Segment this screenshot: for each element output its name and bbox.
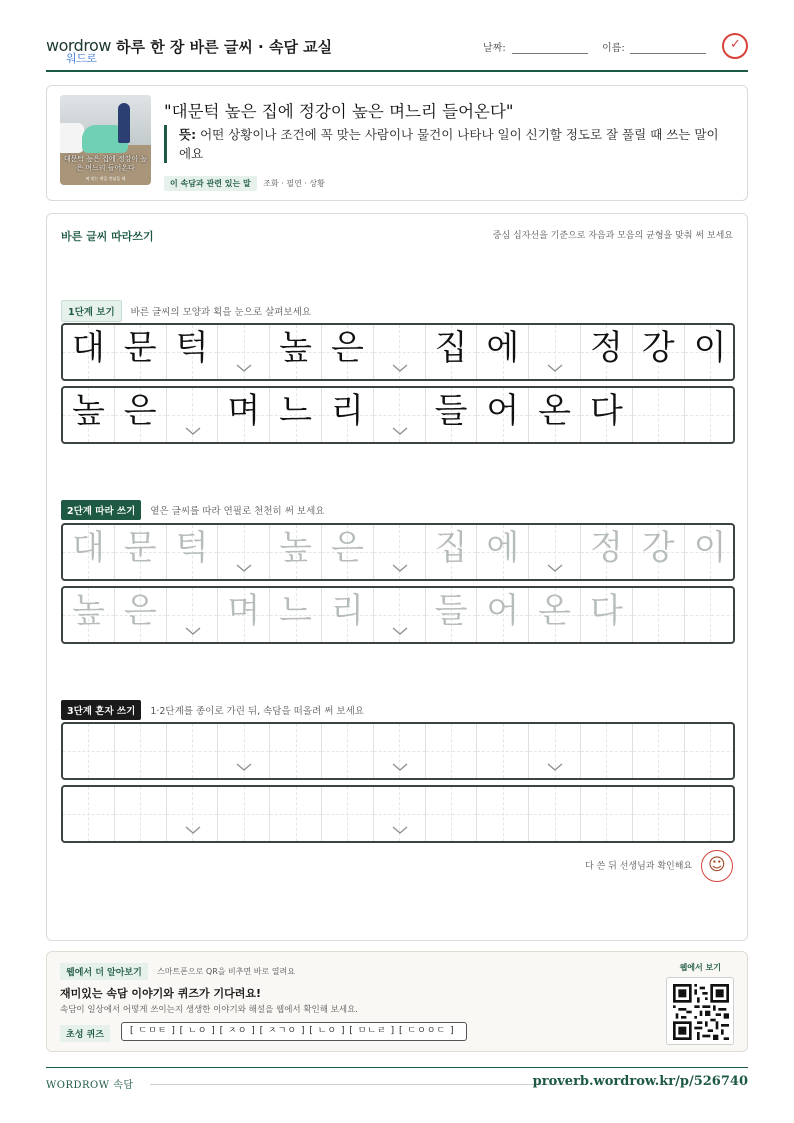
grid-cell[interactable] (685, 525, 735, 579)
space-mark-icon (236, 563, 252, 573)
grid-cell[interactable] (581, 724, 633, 778)
grid-char: 은 (123, 391, 157, 431)
grid-char: 온 (538, 391, 572, 431)
stage-2-row-2[interactable] (61, 586, 735, 644)
grid-cell[interactable] (581, 787, 633, 841)
grid-char: 며 (227, 391, 261, 431)
grid-cell[interactable] (581, 525, 633, 579)
proverb-meaning (164, 125, 724, 163)
grid-char: 어 (486, 591, 520, 631)
grid-cell[interactable] (529, 525, 581, 579)
grid-cell[interactable] (63, 787, 115, 841)
grid-cell (322, 388, 374, 442)
page-title: 하루 한 장 바른 글씨 · 속담 교실 (116, 38, 333, 56)
grid-char: 턱 (175, 528, 209, 568)
grid-cell[interactable] (529, 787, 581, 841)
grid-char: 집 (434, 328, 468, 368)
logo-text: wordrow (46, 36, 111, 55)
grid-cell[interactable] (374, 724, 426, 778)
grid-cell (633, 325, 685, 379)
practice-hint: 중심 십자선을 기준으로 자음과 모음의 균형을 맞춰 써 보세요 (492, 231, 733, 241)
grid-cell[interactable] (63, 525, 115, 579)
grid-cell[interactable] (270, 724, 322, 778)
grid-cell (426, 325, 478, 379)
grid-cell (374, 388, 426, 442)
grid-char: 며 (227, 591, 261, 631)
grid-char: 정 (589, 528, 623, 568)
grid-cell[interactable] (529, 724, 581, 778)
check-stamp-icon (722, 33, 748, 59)
space-mark-icon (185, 426, 201, 436)
grid-cell (529, 325, 581, 379)
grid-cell (685, 325, 735, 379)
grid-char: 온 (538, 591, 572, 631)
grid-cell[interactable] (477, 525, 529, 579)
grid-cell[interactable] (270, 787, 322, 841)
grid-char: 다 (589, 591, 623, 631)
grid-cell (115, 325, 167, 379)
stage-3-badge: 3단계 혼자 쓰기 (61, 700, 141, 720)
grid-char: 집 (434, 528, 468, 568)
grid-cell[interactable] (633, 724, 685, 778)
grid-cell (270, 325, 322, 379)
grid-char: 들 (434, 591, 468, 631)
grid-cell[interactable] (218, 525, 270, 579)
proverb-illustration[interactable] (60, 95, 151, 185)
qr-code-graphic (673, 984, 729, 1040)
grid-cell[interactable] (426, 588, 478, 642)
practice-section (46, 213, 748, 941)
grid-cell (63, 388, 115, 442)
grid-cell (167, 388, 219, 442)
grid-cell[interactable] (322, 588, 374, 642)
wordrow-logo[interactable] (46, 36, 111, 65)
grid-cell (218, 388, 270, 442)
grid-cell (322, 325, 374, 379)
grid-char: 문 (123, 328, 157, 368)
grid-char: 리 (330, 391, 364, 431)
grid-char: 어 (486, 391, 520, 431)
grid-cell[interactable] (477, 724, 529, 778)
grid-char: 에 (486, 328, 520, 368)
grid-cell[interactable] (167, 525, 219, 579)
grid-cell[interactable] (115, 588, 167, 642)
grid-cell[interactable] (374, 525, 426, 579)
space-mark-icon (547, 762, 563, 772)
name-field[interactable] (630, 53, 706, 54)
proverb-text: "대문턱 높은 집에 정강이 높은 며느리 들어온다" (164, 102, 514, 121)
grid-cell[interactable] (685, 588, 735, 642)
grid-cell[interactable] (374, 588, 426, 642)
grid-char: 문 (123, 528, 157, 568)
page-footer (46, 1067, 748, 1091)
grid-cell (633, 388, 685, 442)
footer-url[interactable]: proverb.wordrow.kr/p/526740 (532, 1074, 748, 1089)
web-hint: 스마트폰으로 QR을 비추면 바로 열려요 (157, 967, 295, 976)
space-mark-icon (392, 626, 408, 636)
grid-char: 은 (330, 328, 364, 368)
space-mark-icon (392, 563, 408, 573)
grid-char: 높 (279, 328, 313, 368)
grid-char: 리 (330, 591, 364, 631)
grid-cell[interactable] (685, 724, 735, 778)
related-label: 이 속담과 관련 있는 말 (164, 176, 257, 191)
grid-cell[interactable] (270, 525, 322, 579)
space-mark-icon (392, 363, 408, 373)
chosung-quiz: [ ㄷㅁㅌ ] [ ㄴㅇ ] [ ㅈㅇ ] [ ㅈㄱㅇ ] [ ㄴㅇ ] [ ㅁㄴㄹ ] [ ㄷㅇㅇㄷ ] (121, 1022, 467, 1041)
footer-divider (150, 1084, 584, 1085)
space-mark-icon (547, 563, 563, 573)
grid-cell[interactable] (218, 787, 270, 841)
page-header (46, 30, 748, 72)
grid-cell[interactable] (477, 588, 529, 642)
grid-cell[interactable] (115, 525, 167, 579)
stage-3-row-1[interactable] (61, 722, 735, 780)
grid-cell[interactable] (63, 588, 115, 642)
grid-cell[interactable] (218, 588, 270, 642)
car-icon (60, 123, 84, 153)
grid-char: 에 (486, 528, 520, 568)
grid-cell[interactable] (167, 724, 219, 778)
grid-char: 은 (330, 528, 364, 568)
grid-cell (218, 325, 270, 379)
grid-char: 높 (279, 528, 313, 568)
web-desc: 속담이 일상에서 어떻게 쓰이는지 생생한 이야기와 해설을 웹에서 확인해 보세요. (60, 1005, 358, 1015)
stage-1-row-1 (61, 323, 735, 381)
teacher-confirm (585, 850, 733, 882)
space-mark-icon (392, 762, 408, 772)
related-list: 조화 · 필연 · 상황 (263, 179, 325, 188)
grid-cell (63, 325, 115, 379)
grid-cell[interactable] (426, 525, 478, 579)
practice-title: 바른 글씨 따라쓰기 (61, 230, 154, 243)
date-label: 날짜: (483, 43, 506, 54)
grid-cell (374, 325, 426, 379)
space-mark-icon (236, 363, 252, 373)
related-words (164, 176, 325, 191)
grid-char: 높 (71, 591, 105, 631)
grid-char: 들 (434, 391, 468, 431)
web-promo (46, 951, 748, 1052)
confirm-text: 다 쓴 뒤 선생님과 확인해요 (585, 861, 693, 872)
grid-cell[interactable] (322, 787, 374, 841)
person-icon (118, 103, 130, 143)
grid-char: 정 (589, 328, 623, 368)
illustration-caption: 대문턱 높은 집에 정강이 높은 며느리 들어온다 (63, 155, 148, 172)
stage-3-hint: 1·2단계를 종이로 가린 뒤, 속담을 떠올려 써 보세요 (150, 706, 364, 717)
stage-1-row-2 (61, 386, 735, 444)
grid-cell[interactable] (115, 787, 167, 841)
grid-char: 강 (641, 528, 675, 568)
stage-1-hint: 바른 글씨의 모양과 획을 눈으로 살펴보세요 (130, 307, 311, 318)
meaning-text: 어떤 상황이나 조건에 꼭 맞는 사람이나 물건이 나타나 일이 신기할 정도로 잘 풀릴 때 쓰는 말이에요 (179, 127, 719, 161)
grid-cell (426, 388, 478, 442)
space-mark-icon (547, 363, 563, 373)
grid-cell (581, 388, 633, 442)
meaning-label: 뜻: (179, 127, 197, 142)
grid-char: 이 (693, 528, 727, 568)
grid-char: 대 (71, 328, 105, 368)
grid-cell[interactable] (685, 787, 735, 841)
grid-cell (581, 325, 633, 379)
name-label: 이름: (602, 43, 625, 54)
grid-cell[interactable] (477, 787, 529, 841)
illustration-subcaption: 딱 맞는 짝을 만났을 때 (85, 176, 126, 181)
space-mark-icon (392, 825, 408, 835)
grid-char: 높 (71, 391, 105, 431)
grid-cell[interactable] (633, 787, 685, 841)
grid-char: 턱 (175, 328, 209, 368)
grid-cell (270, 388, 322, 442)
space-mark-icon (236, 762, 252, 772)
grid-char: 다 (589, 391, 623, 431)
grid-cell (115, 388, 167, 442)
grid-char: 느 (279, 591, 313, 631)
grid-char: 은 (123, 591, 157, 631)
grid-cell[interactable] (167, 588, 219, 642)
grid-char: 대 (71, 528, 105, 568)
grid-cell (685, 388, 735, 442)
teacher-stamp-icon (701, 850, 733, 882)
grid-cell[interactable] (218, 724, 270, 778)
grid-cell[interactable] (270, 588, 322, 642)
stage-2-hint: 옅은 글씨를 따라 연필로 천천히 써 보세요 (150, 506, 325, 517)
stage-3-row-2[interactable] (61, 785, 735, 843)
stage-2-row-1[interactable] (61, 523, 735, 581)
grid-cell[interactable] (633, 525, 685, 579)
grid-cell[interactable] (426, 787, 478, 841)
grid-cell[interactable] (374, 787, 426, 841)
logo-sub: 워드로 (66, 52, 97, 65)
grid-cell[interactable] (167, 787, 219, 841)
grid-cell[interactable] (63, 724, 115, 778)
grid-char: 이 (693, 328, 727, 368)
space-mark-icon (185, 825, 201, 835)
grid-cell (477, 325, 529, 379)
grid-cell[interactable] (322, 525, 374, 579)
qr-code-icon[interactable] (666, 977, 734, 1045)
grid-cell (477, 388, 529, 442)
stage-1-header (61, 300, 311, 322)
quiz-label: 초성 퀴즈 (60, 1025, 110, 1042)
stage-1-badge: 1단계 보기 (61, 300, 122, 322)
web-title: 재미있는 속담 이야기와 퀴즈가 기다려요! (60, 987, 261, 1000)
qr-title: 웹에서 보기 (679, 963, 721, 972)
grid-cell[interactable] (633, 588, 685, 642)
stage-2-badge: 2단계 따라 쓰기 (61, 500, 141, 520)
grid-char: 강 (641, 328, 675, 368)
space-mark-icon (392, 426, 408, 436)
grid-cell[interactable] (322, 724, 374, 778)
grid-cell[interactable] (581, 588, 633, 642)
grid-cell[interactable] (426, 724, 478, 778)
grid-char: 느 (279, 391, 313, 431)
date-field[interactable] (512, 53, 588, 54)
grid-cell (529, 388, 581, 442)
web-badge: 웹에서 더 알아보기 (60, 963, 148, 980)
stage-2-header (61, 500, 324, 520)
grid-cell[interactable] (115, 724, 167, 778)
grid-cell (167, 325, 219, 379)
proverb-card (46, 85, 748, 201)
grid-cell[interactable] (529, 588, 581, 642)
footer-brand: WORDROW 속담 (46, 1080, 134, 1091)
space-mark-icon (185, 626, 201, 636)
stage-3-header (61, 700, 364, 720)
